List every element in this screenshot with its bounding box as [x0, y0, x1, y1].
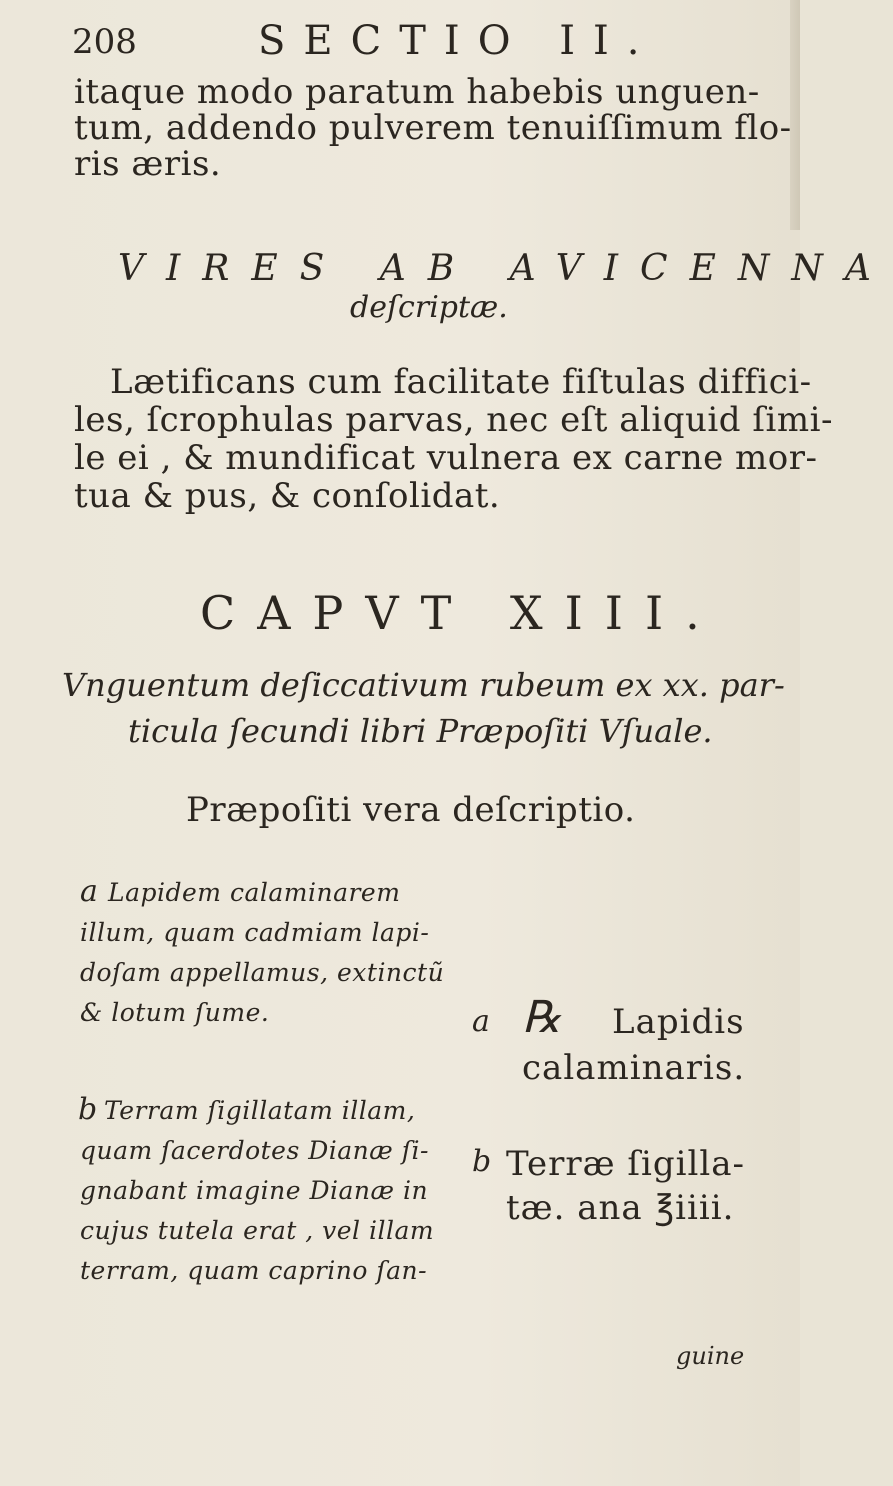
note-b-line-1: Terram ſigillatam illam, — [104, 1096, 416, 1125]
page-header — [70, 18, 770, 66]
section-subheading: deſcriptæ. — [350, 290, 508, 325]
section-heading: VIRES AB AVICENNA — [118, 248, 893, 289]
note-b-line-4: cujus tutela erat , vel illam — [80, 1216, 435, 1245]
recipe-title-line-2: ticula ſecundi libri Præpoſiti Vſuale. — [128, 712, 713, 750]
intro-line-2: tum, addendo pulverem tenuiſſimum flo- — [74, 108, 792, 148]
chapter-heading: CAPVT XIII. — [200, 586, 722, 640]
catchword: guine — [676, 1342, 745, 1370]
recipe-rx-symbol: ℞ — [522, 992, 562, 1043]
running-head: SECTIO II. — [258, 18, 658, 64]
ingredient-a-line-2: calaminaris. — [522, 1048, 746, 1088]
virtues-line-1: Lætificans cum facilitate fiſtulas diffici- — [110, 362, 812, 402]
note-a-line-2: illum, quam cadmiam lapi- — [80, 918, 430, 947]
virtues-line-2: les, ſcrophulas parvas, nec eſt aliquid ſimi- — [74, 400, 833, 440]
note-b-line-3: gnabant imagine Dianæ in — [80, 1176, 429, 1205]
note-a-line-3: doſam appellamus, extinctũ — [80, 958, 445, 987]
note-a-line-4: & lotum ſume. — [80, 998, 270, 1027]
virtues-line-3: le ei , & mundificat vulnera ex carne mor- — [74, 438, 818, 478]
note-b-line-5: terram, quam caprino ſan- — [80, 1256, 428, 1285]
intro-line-1: itaque modo paratum habebis unguen- — [74, 72, 760, 112]
ingredient-b-line-2: tæ. ana ℥iiii. — [506, 1188, 735, 1228]
ingredient-a-marker: a — [472, 1004, 490, 1039]
intro-line-3: ris æris. — [74, 144, 222, 184]
ingredient-a-line-1: Lapidis — [612, 1002, 745, 1042]
page-number: 208 — [72, 22, 137, 62]
note-b-marker: b — [78, 1092, 98, 1127]
note-a-marker: a — [80, 874, 98, 909]
ingredient-b-marker: b — [472, 1144, 492, 1179]
virtues-line-4: tua & pus, & conſolidat. — [74, 476, 501, 516]
ingredient-b-line-1: Terræ ſigilla- — [506, 1144, 746, 1184]
description-line: Præpoſiti vera deſcriptio. — [186, 790, 636, 830]
note-a-line-1: Lapidem calaminarem — [108, 878, 401, 907]
note-b-line-2: quam ſacerdotes Dianæ ſi- — [80, 1136, 429, 1165]
recipe-title-line-1: Vnguentum deſiccativum rubeum ex xx. par- — [62, 666, 785, 704]
